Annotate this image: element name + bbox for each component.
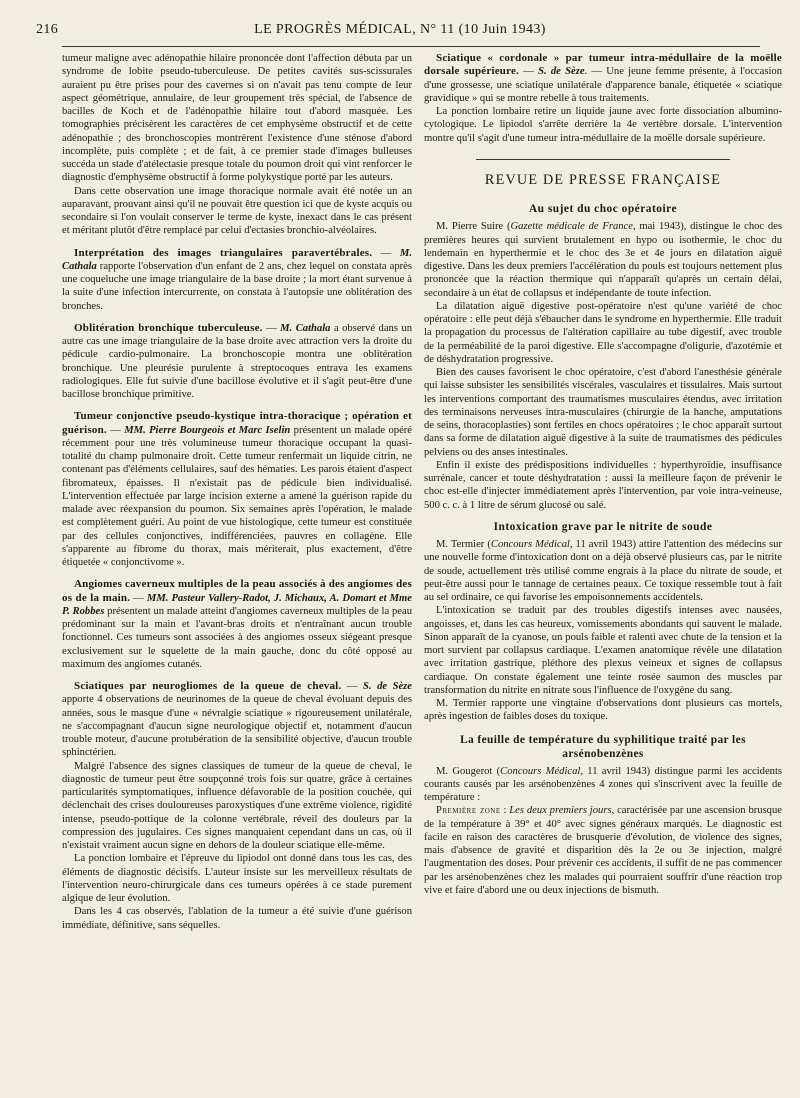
subsection-title: Intoxication grave par le nitrite de soude [493, 520, 713, 533]
text: , mai 1943), distingue le choc des premières heures qui survient brutalement en hypo ou isothermie, le choc du lendemain en hyperthermie et le choc des 3e et 4e jours en dilatation aiguë digestive. Dans les deux premiers l'accélération du pouls est toujours nettement plus prononcée que la réaction thermique qui n'apparaît qu'après un certain délai, secondaire à un état de collapsus et indépendante de toute infection. [424, 221, 782, 299]
paragraph: La ponction lombaire et l'épreuve du lipiodol ont donné dans tous les cas, des éléments de diagnostic décisifs. L'auteur insiste sur les merveilleux résultats de l'intervention neuro-chirurgicale dans ces tumeurs opérées à ce stade purement algique de leur évolution. [62, 853, 412, 904]
paragraph: Dans cette observation une image thoracique normale avait été notée un an auparavant, prouvant ainsi qu'il ne pouvait être question ici que de kyste acquis ou secondaire si l'on voulait conserver le terme de kyste, inexact dans le cas présent et méritant plutôt d'être remplacé par celui d'ectasies bronchio-alvéolaires. [62, 185, 412, 237]
paragraph: Dans les 4 cas observés, l'ablation de la tumeur a été suivie d'une guérison immédiate, définitive, sans séquelles. [62, 906, 412, 931]
source-title: Concours Médical [500, 765, 581, 777]
paragraph-zone [424, 804, 782, 897]
text: M. Pierre Suire ( [436, 221, 511, 233]
article-sciatiques-neurogliomes: Sciatiques par neurogliomes de la queue de cheval. — S. de Sèze apporte 4 observations de neurinomes de la queue de cheval évoluant depuis des années, sous le masque d'une « névralgie sciatique » rigoureusement unilatérale, ne s'accompagnant d'aucun signe neurologique objectif et, notamment d'aucun trouble moteur, d'aucune protubération de la sensibilité objective, d'aucun trouble sphinctérien. [62, 680, 413, 759]
article-sciatique-cordonale: Sciatique « cordonale » par tumeur intra-médullaire de la moëlle dorsale supérieure. — S. de Sèze. — Une jeune femme présente, à l'occasion d'une grossesse, une sciatique unilatérale d'apparence banale, étiquetée « sciatique gravidique » qui se montre rebelle à tous traitements. [424, 52, 782, 104]
left-column [62, 52, 412, 932]
article-heading: Sciatiques par neurogliomes de la queue de cheval. [74, 680, 342, 692]
article-author: S. de Sèze [538, 66, 585, 78]
article-author: M. Cathala [62, 247, 412, 272]
text: M. Termier ( [436, 539, 491, 550]
page-number: 216 [36, 22, 59, 37]
paragraph [424, 765, 782, 805]
article-heading: Angiomes caverneux multiples de la peau associés à des angiomes des os de la main. [62, 578, 412, 604]
article-interpretation-images: Interprétation des images triangulaires paravertébrales. — M. Cathala rapporte l'observation d'un enfant de 2 ans, chez lequel on constata après une coqueluche une image triangulaire de la base droite ; la mort étant survenue à la suite d'une infection intercurrente, on constata à l'autopsie une oblitération des bronches. [62, 246, 413, 312]
text: , 11 avril 1943) attire l'attention des médecins sur une nouvelle forme d'intoxication dont on a déjà observé plusieurs cas, par le nitrite de soude, actuellement très utilisé comme engrais à la place du nitrate de soude, et peut-être aussi pour le tannage de certaines peaux. Ce toxique ressemble tout à fait au sel ordinaire, ce qui favorise les empoisonnements accidentels. [424, 539, 783, 603]
text: M. Gougerot ( [436, 765, 501, 777]
article-body: . — Une jeune femme présente, à l'occasion d'une grossesse, une sciatique unilatérale d'apparence banale, étiquetée « sciatique gravidique » qui se montre rebelle à tous traitements. [424, 66, 782, 104]
article-author: MM. Pierre Bourgeois et Marc Iselin [124, 424, 291, 436]
article-author: MM. Pasteur Vallery-Radot, J. Michaux, A. Domart et Mme P. Robbes [62, 592, 412, 617]
paragraph [424, 538, 782, 604]
article-body: a observé dans un autre cas une image triangulaire de la base droite avec attraction vers la droite du pédicule cardio-pulmonaire. La bronchoscopie montra une oblitération bronchique. Une pleurésie purulente à streptocoques entrava les examens radiologiques. Elle fut suivie d'une bacillose évolutive et il s'agit peut-être d'une bacillose bronchique primitive. [62, 322, 413, 400]
text: : [500, 805, 510, 817]
zone-label: Première zone [436, 805, 501, 817]
article-author: M. Cathala [280, 322, 331, 334]
source-title: Concours Médical [490, 539, 570, 550]
source-title: Gazette médicale de France [510, 221, 633, 233]
article-angiomes-caverneux: Angiomes caverneux multiples de la peau associés à des angiomes des os de la main. — MM. Pasteur Vallery-Radot, J. Michaux, A. Domart et Mme P. Robbes présentent un malade atteint d'angiomes caverneux multiples de la peau prédominant sur la main et l'avant-bras droits et n'entraînant aucun trouble fonctionnel. Ces tumeurs sont associées à des angiomes osseux siégeant presque exclusivement sur le squelette de la main gauche, donc du côté opposé au maximum des angiomes cutanés. [62, 578, 412, 670]
article-heading: Interprétation des images triangulaires paravertébrales. [74, 246, 373, 259]
article-body: rapporte l'observation d'un enfant de 2 ans, chez lequel on constata après une coqueluche une image triangulaire de la base droite ; la mort étant survenue à la suite d'une infection intercurrente, on constata à l'autopsie une oblitération des bronches. [62, 260, 413, 312]
paragraph: Bien des causes favorisent le choc opératoire, c'est d'abord l'anesthésie générale qui laisse subsister les sensibilités viscérales, vasculaires et tissulaires. Mais surtout les interventions comportant des traumatismes musculaires étendus, avec irritation des terminaisons nerveuses intra-musculaires (chirurgie de la hanche, amputations de seins, thoracoplasties) sont fertiles en chocs opératoires ; le choc apparaît surtout dans sa forme de dilatation aiguë digestive à la suite de traumatismes des pédicules pelviens ou des anses intestinales. [424, 367, 782, 458]
journal-title: LE PROGRÈS MÉDICAL, N° 11 (10 Juin 1943) [254, 22, 546, 37]
subsection-title: Au sujet du choc opératoire [528, 203, 678, 215]
paragraph: tumeur maligne avec adénopathie hilaire prononcée dont l'affection débuta par un syndrome de lobite pseudo-tuberculeuse. De petites cavités sus-scissurales auraient pu être prises pour des cavernes si on n'avait pas tenu compte de leur aspect géométrique, annulaire, de leur groupement très spécial, de l'absence de bacilles de Koch et de l'adénopathie hilaire tout d'abord masquée. Les tomographies précisèrent les caractères de cet emphysème obstructif et de cette adénopathie ; des bronchoscopies montrèrent l'existence d'une sténose d'abord incomplète, puis complète ; et de fait, à ce premier stade d'images bulleuses succéda un stade d'atélectasie presque totale du poumon droit qui vint renforcer le diagnostic d'emphysème obstructif à forme polykystique porté par les auteurs. [62, 53, 412, 184]
paragraph: Enfin il existe des prédispositions individuelles : hyperthyroïdie, insuffisance surrénale, cancer et toute déshydratation : aussi la meilleure façon de prévenir le choc est-elle d'injecter immédiatement après l'intervention, par voie intra-veineuse, 500 c. c. à 1 litre de sérum glucosé ou salé. [424, 459, 782, 511]
paragraph: L'intoxication se traduit par des troubles digestifs intenses avec nausées, angoisses, et, dans les cas heureux, vomissements abondants qui sauvent le malade. Sinon apparaît de la cyanose, un pouls faible et ralenti avec chute de la tension et la mort survient par collapsus cardiaque. L'examen anatomique révèle une dilatation avec irritation gastrique, pléthore des plexus veineux et signes de collapsus cardiaque. On constate également une teinte rosée saumon des muscles par transformation du nitrite en nitrate sous l'influence de l'oxygène du sang. [424, 605, 782, 696]
header-rule [62, 46, 760, 47]
paragraph: La dilatation aiguë digestive post-opératoire n'est qu'une variété de choc opératoire : elle peut déjà s'ébaucher dans le syndrome en hyperthermie. Elle traduit la propagation du processus de l'altération capillaire au tube digestif, avec trouble de la perméabilité de la paroi digestive. Elle s'accompagne d'oligurie, d'azotémie et de déshydratation progressive. [424, 300, 782, 365]
article-body: apporte 4 observations de neurinomes de la queue de cheval évoluant depuis des années, sous le masque d'une « névralgie sciatique » rigoureusement unilatérale, ne s'accompagnant d'aucun signe neurologique objectif et, notamment d'aucun trouble moteur, d'aucune protubération de la sensibilité objective, d'aucun trouble sphinctérien. [62, 694, 412, 759]
section-divider [476, 159, 730, 160]
article-body: présentent un malade atteint d'angiomes caverneux multiples de la peau prédominant sur la main et l'avant-bras droits et n'entraînant aucun trouble fonctionnel. Ces tumeurs sont associées à des angiomes osseux siégeant presque exclusivement sur le squelette de la main gauche, donc du côté opposé au maximum des angiomes cutanés. [62, 605, 412, 670]
article-heading: Sciatique « cordonale » par tumeur intra-médullaire de la moëlle dorsale supérieure. [424, 52, 782, 78]
paragraph [424, 220, 782, 300]
article-author: S. de Sèze [363, 681, 413, 692]
text: , caractérisée par une ascension brusque de la température à 39° et 40° avec signes généraux marqués. Le diagnostic est facile en raison des caractères de brusquerie d'évolution, de violence des signes, mais d'absence de gravité et disparition dès la 2e ou 3e injection, malgré l'augmentation des doses. Pour prévenir ces accidents, il suffit de ne pas commencer par les arsénobenzènes chez les malades qui pourraient souffrir d'une réaction trop vive et faire d'abord une ou deux injections de bismuth. [424, 805, 782, 896]
paragraph: M. Termier rapporte une vingtaine d'observations dont plusieurs cas mortels, après ingestion de faibles doses du toxique. [424, 698, 782, 723]
article-body: présentent un malade opéré récemment pour une très volumineuse tumeur thoracique occupant la quasi-totalité du champ pulmonaire droit. Cette tumeur renfermait un liquide citrin, ne contenant pas d'éléments cellulaires, sauf des hématies. Les parois étaient d'aspect fibromateux, épaisses. Il n'existait pas de pédicule bien individualisé. L'intervention effectuée par large incision externe a amené la guérison rapide du malade avec réexpansion du poumon. Six semaines après l'opération, le malade est complètement guéri. Au point de vue histologique, cette tumeur est constituée par des cellules conjonctives, indifférenciées, pauvres en collagène. Elle s'apparente au fibrome du thorax, mais mériterait, plus exactement, d'être étiquetée « conjonctivome ». [62, 424, 413, 568]
section-title: REVUE DE PRESSE FRANÇAISE [484, 171, 722, 188]
running-head [36, 22, 764, 40]
paragraph: La ponction lombaire retire un liquide jaune avec forte dissociation albumino-cytologique. Le lipiodol s'arrête derrière la 4e vertèbre dorsale. L'intervention montre qu'il s'agit d'une tumeur intra-médullaire de la moëlle dorsale supérieure. [424, 106, 782, 144]
text: , 11 avril 1943) distingue parmi les accidents courants causés par les arsénobenzènes 4 zones qui s'inscrivent avec la feuille de température : [424, 765, 783, 803]
paragraph: Malgré l'absence des signes classiques de tumeur de la queue de cheval, le diagnostic de tumeur peut être soupçonné trois fois sur quatre, grâce à certaines particularités symptomatiques, influence défavorable de la position couchée, qui déclenchait des crises douloureuses paroxystiques d'une extrême violence, rigidité intense, pseudo-pottique de la colonne vertébrale, réveil des douleurs par la compression des jugulaires. Ces signes manquaient cependant dans un cas, où il n'existait vraiment aucun signe en dehors de la douleur sciatique elle-même. [62, 760, 412, 851]
article-heading: Tumeur conjonctive pseudo-kystique intra-thoracique ; opération et guérison. [62, 410, 412, 436]
zone-emphasis: Les deux premiers jours [509, 805, 612, 817]
article-tumeur-conjonctive: Tumeur conjonctive pseudo-kystique intra-thoracique ; opération et guérison. — MM. Pierre Bourgeois et Marc Iselin présentent un malade opéré récemment pour une très volumineuse tumeur thoracique occupant la quasi-totalité du champ pulmonaire droit. Cette tumeur renfermait un liquide citrin, ne contenant pas d'éléments cellulaires, sauf des hématies. Les parois étaient d'aspect fibromateux, épaisses. Il n'existait pas de pédicule bien individualisé. L'intervention effectuée par large incision externe a amené la guérison rapide du malade avec réexpansion du poumon. Six semaines après l'opération, le malade est complètement guéri. Au point de vue histologique, cette tumeur est constituée par des cellules conjonctives, indifférenciées, pauvres en collagène. Elle s'apparente au fibrome du thorax, mais mériterait, plus exactement, d'être étiquetée « conjonctivome ». [62, 410, 413, 568]
right-column [424, 52, 782, 897]
subsection-title: La feuille de température du syphilitique traité par les arsénobenzènes [460, 733, 746, 760]
article-obliteration-bronchique: Oblitération bronchique tuberculeuse. — M. Cathala a observé dans un autre cas une image triangulaire de la base droite avec attraction vers la droite du pédicule cardio-pulmonaire. La bronchoscopie montra une oblitération bronchique. Une pleurésie purulente à streptocoques entrava les examens radiologiques. Elle fut suivie d'une bacillose évolutive et il s'agit peut-être d'une bacillose bronchique primitive. [62, 321, 413, 400]
article-heading: Oblitération bronchique tuberculeuse. [74, 321, 263, 334]
